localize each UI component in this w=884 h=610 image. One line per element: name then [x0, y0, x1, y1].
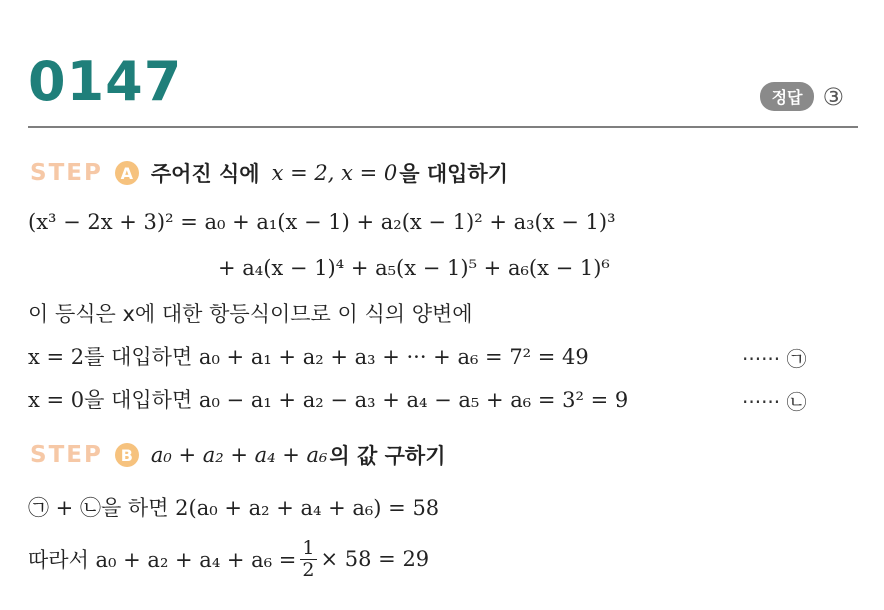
- answer-box: [760, 82, 844, 111]
- step-b-title-suffix: 의 값 구하기: [329, 444, 446, 468]
- equation-line-2: + a₄(x − 1)⁴ + a₅(x − 1)⁵ + a₆(x − 1)⁶: [218, 256, 610, 280]
- fraction-numerator: 1: [302, 537, 315, 559]
- equation-line-1: (x³ − 2x + 3)² = a₀ + a₁(x − 1) + a₂(x − 1)² + a₃(x − 1)³: [28, 210, 616, 234]
- substitution-x0: x = 0을 대입하면 a₀ − a₁ + a₂ − a₃ + a₄ − a₅ + a₆ = 3² = 9: [28, 388, 629, 412]
- step-a-title-math: x = 2, x = 0: [271, 161, 398, 185]
- step-b-badge: B: [115, 443, 139, 467]
- step-b-word: STEP: [30, 442, 103, 468]
- step-a-title-prefix: 주어진 식에: [150, 162, 260, 186]
- header-divider: [28, 126, 858, 128]
- marker-2: ······ ㉡: [742, 390, 807, 414]
- step-b-heading: [30, 440, 445, 470]
- step-a-badge: A: [115, 161, 139, 185]
- conclusion-line: [28, 538, 429, 581]
- step-b-title-math: a₀ + a₂ + a₄ + a₆: [150, 443, 328, 467]
- substitution-x2: x = 2를 대입하면 a₀ + a₁ + a₂ + a₃ + ··· + a₆ = 7² = 49: [28, 345, 589, 369]
- fraction-denominator: 2: [302, 558, 315, 581]
- step-a-heading: [30, 158, 508, 188]
- one-half-fraction: [300, 538, 316, 581]
- answer-value: ③: [822, 82, 844, 111]
- conclusion-prefix: 따라서 a₀ + a₂ + a₄ + a₆ =: [28, 548, 297, 573]
- answer-label: 정답: [760, 82, 815, 111]
- marker-1: ······ ㉠: [742, 347, 807, 371]
- step-a-title-suffix: 을 대입하기: [399, 162, 508, 186]
- problem-number: 0147: [28, 50, 183, 113]
- conclusion-suffix: × 58 = 29: [320, 547, 430, 572]
- identity-text: 이 등식은 x에 대한 항등식이므로 이 식의 양변에: [28, 302, 473, 326]
- sum-line: ㉠ + ㉡을 하면 2(a₀ + a₂ + a₄ + a₆) = 58: [28, 496, 440, 520]
- step-a-word: STEP: [30, 160, 103, 186]
